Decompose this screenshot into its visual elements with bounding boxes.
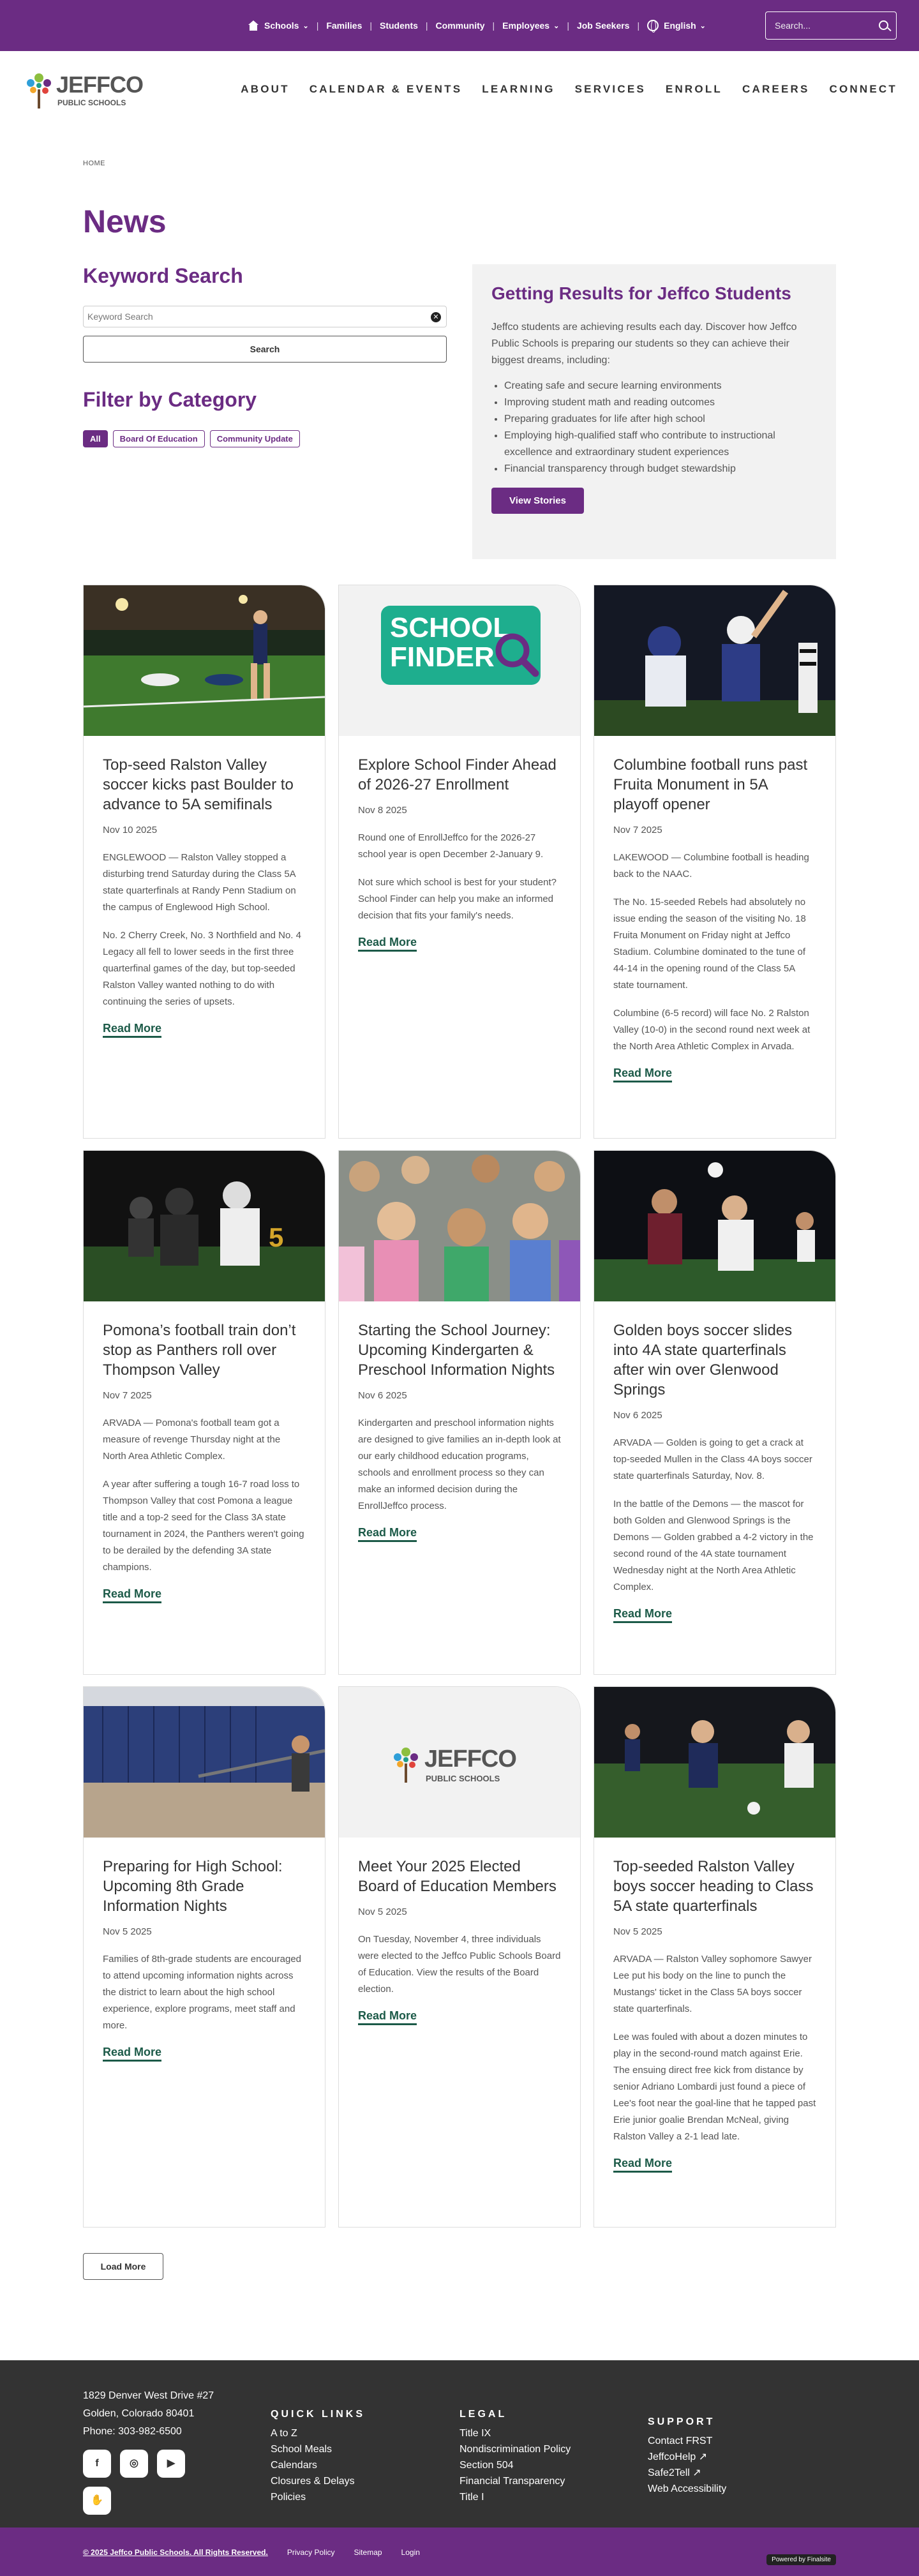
news-date: Nov 10 2025 (103, 825, 158, 835)
news-card[interactable] (594, 1686, 836, 2228)
news-title[interactable]: Columbine football runs past Fruita Monument in 5A playoff opener (613, 756, 808, 813)
news-card[interactable] (338, 1150, 581, 1675)
divider: | (316, 20, 319, 31)
nav-about[interactable]: ABOUT (241, 83, 290, 95)
utility-link-families[interactable]: Families (326, 20, 362, 31)
breadcrumb[interactable]: HOME (83, 160, 105, 167)
school-finder-line2: FINDER (390, 641, 495, 673)
promo-intro: Jeffco students are achieving results each day. Discover how Jeffco Public Schools is preparing our students so they can achieve their biggest dreams, including: (491, 322, 797, 366)
nav-enroll[interactable]: ENROLL (665, 83, 722, 95)
news-date: Nov 8 2025 (358, 805, 407, 816)
news-excerpt: No. 2 Cherry Creek, No. 3 Northfield and No. 4 Legacy all fell to lower seeds in the first three quarterfinal games of the day, but top-seeded Ralston Valley wanted nothing to do with continuing the series of upsets. (103, 930, 301, 1007)
news-image-ralston-soccer[interactable] (594, 1687, 835, 1838)
chevron-down-icon[interactable]: ⌄ (553, 22, 560, 30)
divider: | (637, 20, 640, 31)
search-button[interactable]: Search (83, 336, 447, 363)
utility-link-community[interactable]: Community (435, 20, 485, 31)
tree-logo-icon (23, 70, 55, 110)
search-icon[interactable] (879, 20, 888, 30)
school-finder-image[interactable] (339, 585, 580, 736)
divider: | (425, 20, 428, 31)
powered-by-finalsite[interactable]: Powered by Finalsite (766, 2554, 836, 2565)
news-excerpt: Round one of EnrollJeffco for the 2026-27 school year is open December 2-January 9. (358, 832, 544, 860)
news-title[interactable]: Meet Your 2025 Elected Board of Education Members (358, 1858, 557, 1895)
read-more-link[interactable]: Read More (613, 1607, 672, 1623)
svg-text:5: 5 (269, 1222, 284, 1252)
divider: | (567, 20, 569, 31)
news-image-kindergarten[interactable] (339, 1151, 580, 1301)
promo-item: • Preparing graduates for life after high school (504, 411, 817, 428)
legal-heading: LEGAL (459, 2409, 507, 2420)
view-stories-button[interactable]: View Stories (491, 488, 584, 514)
read-more-link[interactable]: Read More (103, 1587, 161, 1603)
social-links (83, 2450, 211, 2515)
read-more-link[interactable]: Read More (103, 1022, 161, 1038)
results-promo (472, 264, 836, 559)
news-excerpt: Not sure which school is best for your student? School Finder can help you make an informed decision that fits your family's needs. (358, 877, 557, 921)
news-excerpt: Columbine (6-5 record) will face No. 2 Ralston Valley (10-0) in the second round next week at the North Area Athletic Complex in Arvada. (613, 1008, 811, 1052)
news-excerpt: Families of 8th-grade students are encouraged to attend upcoming information nights across the district to learn about the high school experience, explore programs, meet staff and more. (103, 1954, 302, 2031)
news-date: Nov 5 2025 (103, 1926, 152, 1937)
address-line: Golden, Colorado 80401 (83, 2408, 195, 2419)
promo-list (504, 378, 817, 477)
news-card[interactable] (594, 1150, 836, 1675)
support-links (648, 2416, 726, 2497)
tree-logo-icon (390, 1744, 422, 1784)
news-date: Nov 7 2025 (613, 825, 662, 835)
news-date: Nov 6 2025 (613, 1410, 662, 1421)
read-more-link[interactable]: Read More (103, 2046, 161, 2062)
news-title[interactable]: Pomona’s football train don’t stop as Panthers roll over Thompson Valley (103, 1322, 296, 1379)
news-title[interactable]: Top-seed Ralston Valley soccer kicks past Boulder to advance to 5A semifinals (103, 756, 294, 813)
news-card[interactable] (83, 1150, 325, 1675)
jeffco-logo-image[interactable] (339, 1687, 580, 1838)
utility-link-employees[interactable]: Employees (502, 20, 550, 31)
news-card[interactable] (83, 585, 325, 1139)
keyword-search-placeholder: Keyword Search (87, 311, 153, 322)
logo-wordmark: JEFFCO (424, 1746, 516, 1772)
news-title[interactable]: Explore School Finder Ahead of 2026-27 Enrollment (358, 756, 557, 793)
news-image-football[interactable] (594, 585, 835, 736)
news-excerpt: A year after suffering a tough 16-7 road loss to Thompson Valley that cost Pomona a league title and a top-2 seed for the Class 3A state tournament in 2024, the Panthers weren't going to be derailed by the defending 3A state champions. (103, 1479, 304, 1573)
clear-icon[interactable]: ✕ (431, 312, 441, 322)
footer-link[interactable]: Contact FRST (648, 2436, 713, 2446)
footer-link[interactable]: School Meals (271, 2444, 332, 2455)
news-image-high-school-hallway[interactable] (84, 1687, 325, 1838)
footer-link[interactable]: Closures & Delays (271, 2476, 355, 2487)
site-search-input[interactable] (765, 11, 897, 40)
divider: | (370, 20, 372, 31)
utility-link-job-seekers[interactable]: Job Seekers (576, 20, 630, 31)
footer-link[interactable]: Web Accessibility (648, 2483, 727, 2494)
logo-subtitle: PUBLIC SCHOOLS (57, 98, 126, 107)
news-excerpt: ARVADA — Pomona's football team got a measure of revenge Thursday night at the North Area Athletic Complex. (103, 1418, 281, 1462)
chevron-down-icon[interactable]: ⌄ (699, 22, 706, 30)
news-card[interactable] (83, 1686, 325, 2228)
news-image-golden-soccer[interactable] (594, 1151, 835, 1301)
nav-connect[interactable]: CONNECT (829, 83, 897, 95)
main-nav (241, 83, 897, 96)
logo-subtitle: PUBLIC SCHOOLS (426, 1774, 500, 1783)
news-excerpt: Lee was fouled with about a dozen minutes to play in the second-round match against Erie. The ensuing direct free kick from distance by senior Adriano Lombardi just found a piece of Lee's foot near the goal-line that he tapped past Erie junior goalie Brendan McNeal, giving Ralston Valley a 2-1 lead late. (613, 2032, 816, 2142)
news-excerpt: Kindergarten and preschool information nights are designed to give families an in-depth look at our early childhood education programs, schools and enrollment process so they can make an informed decision during the EnrollJeffco process. (358, 1418, 561, 1511)
privacy-policy-link[interactable]: Privacy Policy (287, 2548, 335, 2557)
nav-services[interactable]: SERVICES (574, 83, 646, 95)
utility-bar (0, 0, 919, 51)
filter-heading: Filter by Category (83, 388, 257, 411)
news-excerpt: On Tuesday, November 4, three individuals were elected to the Jeffco Public Schools Board of Education. View the results of the Board election. (358, 1934, 561, 1995)
site-header (0, 51, 919, 128)
news-excerpt: LAKEWOOD — Columbine football is heading back to the NAAC. (613, 852, 809, 880)
news-date: Nov 6 2025 (358, 1390, 407, 1401)
news-date: Nov 5 2025 (358, 1906, 407, 1917)
read-more-link[interactable]: Read More (358, 936, 417, 952)
promo-item: • Improving student math and reading outcomes (504, 394, 817, 411)
copyright-text[interactable]: © 2025 Jeffco Public Schools. All Rights Reserved. (83, 2548, 268, 2557)
copyright-bar (0, 2527, 919, 2576)
filter-board-of-education[interactable]: Board Of Education (113, 430, 205, 447)
nav-careers[interactable]: CAREERS (742, 83, 810, 95)
read-more-link[interactable]: Read More (613, 2157, 672, 2173)
footer-link[interactable]: Title I (459, 2492, 484, 2503)
news-date: Nov 5 2025 (613, 1926, 662, 1937)
hand-icon[interactable]: ✋ (83, 2487, 111, 2515)
read-more-link[interactable]: Read More (358, 1526, 417, 1542)
utility-nav (248, 19, 706, 33)
youtube-icon[interactable]: ▶ (157, 2450, 185, 2478)
footer-link[interactable]: Calendars (271, 2460, 317, 2471)
news-excerpt: The No. 15-seeded Rebels had absolutely no issue ending the season of the visiting No. 18 Fruita Monument on Friday night at Jeffco Stadium. Columbine dominated to the tune of 44-14 in the opening round of the Class 5A state tournament. (613, 897, 806, 991)
page-title: News (83, 204, 167, 239)
news-title[interactable]: Preparing for High School: Upcoming 8th Grade Information Nights (103, 1858, 283, 1915)
news-excerpt: ARVADA — Golden is going to get a crack at top-seeded Mullen in the Class 4A boys soccer state quarterfinals Saturday, Nov. 8. (613, 1437, 812, 1481)
quick-links-heading: QUICK LINKS (271, 2409, 365, 2420)
filter-community-update[interactable]: Community Update (210, 430, 300, 447)
nav-learning[interactable]: LEARNING (482, 83, 555, 95)
news-card[interactable] (594, 585, 836, 1139)
footer-link[interactable]: Nondiscrimination Policy (459, 2444, 571, 2455)
bottom-links (83, 2548, 420, 2557)
legal-links (459, 2409, 571, 2505)
login-link[interactable]: Login (401, 2548, 420, 2557)
nav-calendar-events[interactable]: CALENDAR & EVENTS (309, 83, 463, 95)
school-finder-line1: SCHOOL (390, 612, 511, 643)
utility-link-students[interactable]: Students (380, 20, 418, 31)
promo-item: • Employing high-qualified staff who contribute to instructional excellence and extraordinary student experiences (504, 428, 817, 461)
news-card[interactable] (338, 1686, 581, 2228)
facebook-icon[interactable]: f (83, 2450, 111, 2478)
news-card[interactable] (338, 585, 581, 1139)
keyword-search-heading: Keyword Search (83, 264, 243, 287)
news-title[interactable]: Starting the School Journey: Upcoming Kindergarten & Preschool Information Nights (358, 1322, 555, 1379)
promo-item: • Creating safe and secure learning environments (504, 378, 817, 394)
logo-wordmark: JEFFCO (56, 71, 144, 98)
footer-link[interactable]: A to Z (271, 2428, 297, 2439)
news-image-pomona-football[interactable] (84, 1151, 325, 1301)
footer-link[interactable]: Title IX (459, 2428, 491, 2439)
news-excerpt: ARVADA — Ralston Valley sophomore Sawyer Lee put his body on the line to punch the Mustangs' ticket in the Class 5A boys soccer state quarterfinals. (613, 1954, 812, 2014)
news-date: Nov 7 2025 (103, 1390, 152, 1401)
keyword-search-input[interactable] (83, 306, 447, 327)
footer-link[interactable]: Section 504 (459, 2460, 514, 2471)
quick-links (271, 2409, 365, 2505)
news-excerpt: In the battle of the Demons — the mascot for both Golden and Glenwood Springs is the Demons — Golden grabbed a 4-2 victory in the second round of the 4A state tournament Wednesday night at the North Area Athletic Complex. (613, 1499, 814, 1592)
news-excerpt: ENGLEWOOD — Ralston Valley stopped a disturbing trend Saturday during the Class 5A state quarterfinals at Randy Penn Stadium on the campus of Englewood High School. (103, 852, 296, 913)
phone-number[interactable]: Phone: 303-982-6500 (83, 2426, 182, 2437)
address-line: 1829 Denver West Drive #27 (83, 2390, 214, 2401)
support-heading: SUPPORT (648, 2416, 715, 2427)
instagram-icon[interactable]: ◎ (120, 2450, 148, 2478)
news-image-soccer[interactable] (84, 585, 325, 736)
promo-heading: Getting Results for Jeffco Students (491, 283, 791, 303)
footer-link[interactable]: JeffcoHelp ↗ (648, 2452, 708, 2462)
footer-link[interactable]: Financial Transparency (459, 2476, 565, 2487)
search-placeholder: Search... (775, 20, 811, 31)
magnifier-icon (491, 629, 542, 680)
footer-address (83, 2387, 214, 2441)
news-title[interactable]: Golden boys soccer slides into 4A state quarterfinals after win over Glenwood Springs (613, 1322, 793, 1398)
load-more-button[interactable]: Load More (83, 2253, 163, 2280)
read-more-link[interactable]: Read More (613, 1067, 672, 1082)
divider: | (492, 20, 495, 31)
filter-all[interactable]: All (83, 430, 108, 447)
read-more-link[interactable]: Read More (358, 2009, 417, 2025)
category-filters (83, 430, 300, 447)
footer-link[interactable]: Safe2Tell ↗ (648, 2467, 701, 2478)
language-select[interactable]: English (664, 20, 696, 31)
site-footer (0, 2360, 919, 2527)
promo-item: • Financial transparency through budget stewardship (504, 461, 817, 477)
footer-link[interactable]: Policies (271, 2492, 306, 2503)
chevron-down-icon[interactable]: ⌄ (303, 22, 309, 30)
jeffco-logo[interactable] (23, 70, 144, 111)
globe-icon (647, 20, 659, 31)
school-icon (248, 20, 259, 31)
utility-link-schools[interactable]: Schools (264, 20, 299, 31)
news-title[interactable]: Top-seeded Ralston Valley boys soccer heading to Class 5A state quarterfinals (613, 1858, 814, 1915)
sitemap-link[interactable]: Sitemap (354, 2548, 382, 2557)
